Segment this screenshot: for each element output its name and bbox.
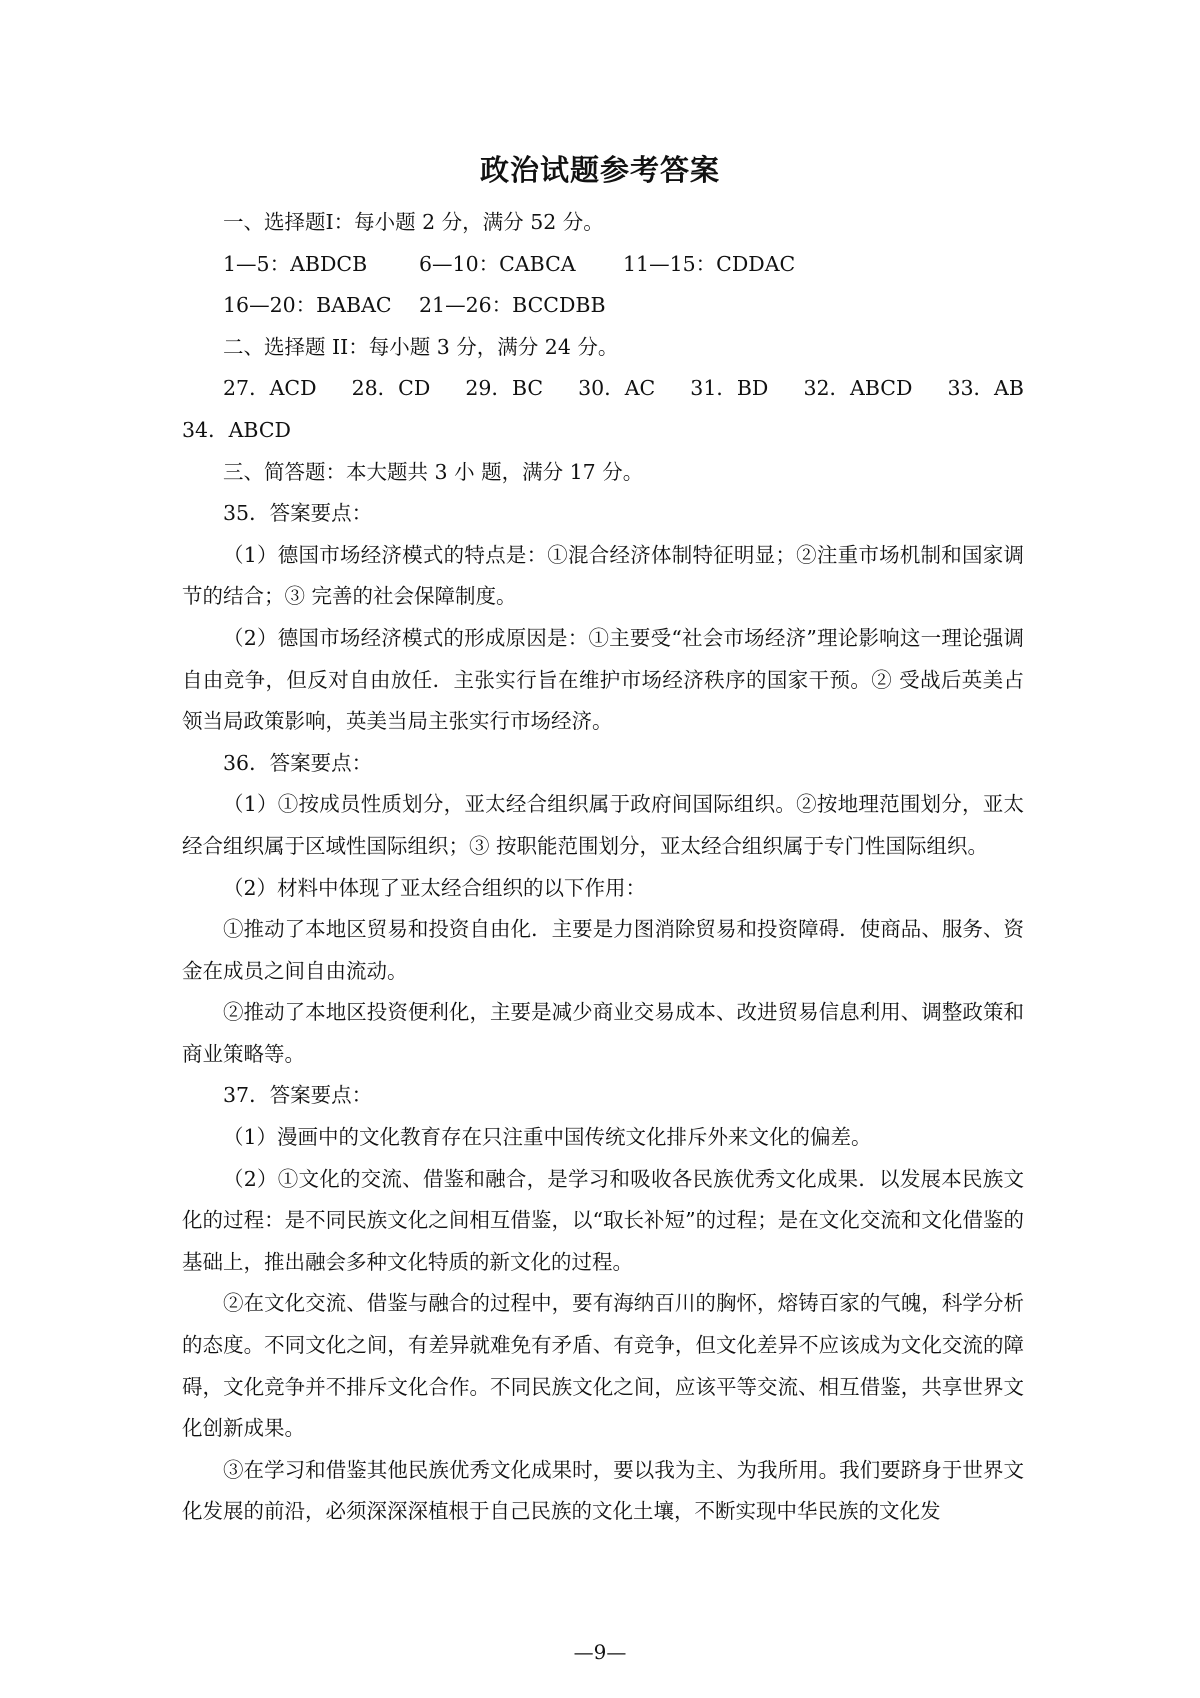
page-number: —9— [573,1640,627,1664]
multi-choice-answer: 29．BC [465,376,544,401]
choice-answer-group: 1—5：ABDCB [223,251,368,276]
question-37-point-1: （1）漫画中的文化教育存在只注重中国传统文化排斥外来文化的偏差。 [223,1125,872,1150]
section2-heading: 二、选择题 II：每小题 3 分，满分 24 分。 [223,334,619,359]
question-36-label: 36．答案要点： [223,750,373,775]
multi-choice-answers-row [182,368,1024,410]
choice-answers-row-1 [182,244,1024,286]
question-36-point-4: ②推动了本地区投资便利化，主要是减少商业交易成本、改进贸易信息利用、调整政策和商业策略等。 [182,1000,1024,1066]
question-37-label: 37．答案要点： [223,1083,373,1108]
multi-choice-answer: 31．BD [690,376,769,401]
choice-answers-row-2 [182,285,1024,327]
multi-choice-answer: 32．ABCD [803,376,913,401]
multi-choice-answer: 30．AC [578,376,656,401]
question-37-point-2: （2）①文化的交流、借鉴和融合，是学习和吸收各民族优秀文化成果．以发展本民族文化的过程：是不同民族文化之间相互借鉴，以“取长补短”的过程；是在文化交流和文化借鉴的基础上，推出融会多种文化特质的新文化的过程。 [182,1166,1024,1274]
question-36-point-1: （1）①按成员性质划分，亚太经合组织属于政府间国际组织。②按地理范围划分，亚太经合组织属于区域性国际组织；③ 按职能范围划分，亚太经合组织属于专门性国际组织。 [182,792,1024,858]
answer-content [182,202,1024,1533]
question-35-label: 35．答案要点： [223,501,373,526]
section3-heading: 三、简答题：本大题共 3 小 题，满分 17 分。 [223,459,644,484]
question-36-point-3: ①推动了本地区贸易和投资自由化．主要是力图消除贸易和投资障碍．使商品、服务、资金在成员之间自由流动。 [182,917,1024,983]
multi-choice-answer-last: 34．ABCD [182,417,291,442]
question-37-point-4: ③在学习和借鉴其他民族优秀文化成果时，要以我为主、为我所用。我们要跻身于世界文化发展的前沿，必须深深深植根于自己民族的文化土壤，不断实现中华民族的文化发 [182,1457,1024,1524]
question-37-point-3: ②在文化交流、借鉴与融合的过程中，要有海纳百川的胸怀，熔铸百家的气魄，科学分析的态度。不同文化之间，有差异就难免有矛盾、有竞争，但文化差异不应该成为文化交流的障碍，文化竞争并不排斥文化合作。不同民族文化之间，应该平等交流、相互借鉴，共享世界文化创新成果。 [182,1291,1024,1441]
question-35-point-1: （1）德国市场经济模式的特点是：①混合经济体制特征明显；②注重市场机制和国家调节的结合；③ 完善的社会保障制度。 [182,542,1024,609]
question-35-point-2: （2）德国市场经济模式的形成原因是：①主要受“社会市场经济”理论影响这一理论强调自由竞争，但反对自由放任．主张实行旨在维护市场经济秩序的国家干预。② 受战后英美占领当局政策影响，英美当局主张实行市场经济。 [182,625,1024,734]
multi-choice-answer: 28．CD [351,376,431,401]
choice-answer-group: 21—26：BCCDBB [419,293,606,318]
multi-choice-answer: 27．ACD [223,376,317,401]
page-title: 政治试题参考答案 [479,153,720,187]
choice-answer-group: 11—15：CDDAC [623,251,796,276]
multi-choice-answer: 33．AB [947,376,1024,401]
question-36-point-2: （2）材料中体现了亚太经合组织的以下作用： [223,875,647,900]
choice-answer-group: 16—20：BABAC [223,293,392,318]
section1-heading: 一、选择题Ⅰ：每小题 2 分，满分 52 分。 [223,210,604,234]
choice-answer-group: 6—10：CABCA [419,251,576,276]
